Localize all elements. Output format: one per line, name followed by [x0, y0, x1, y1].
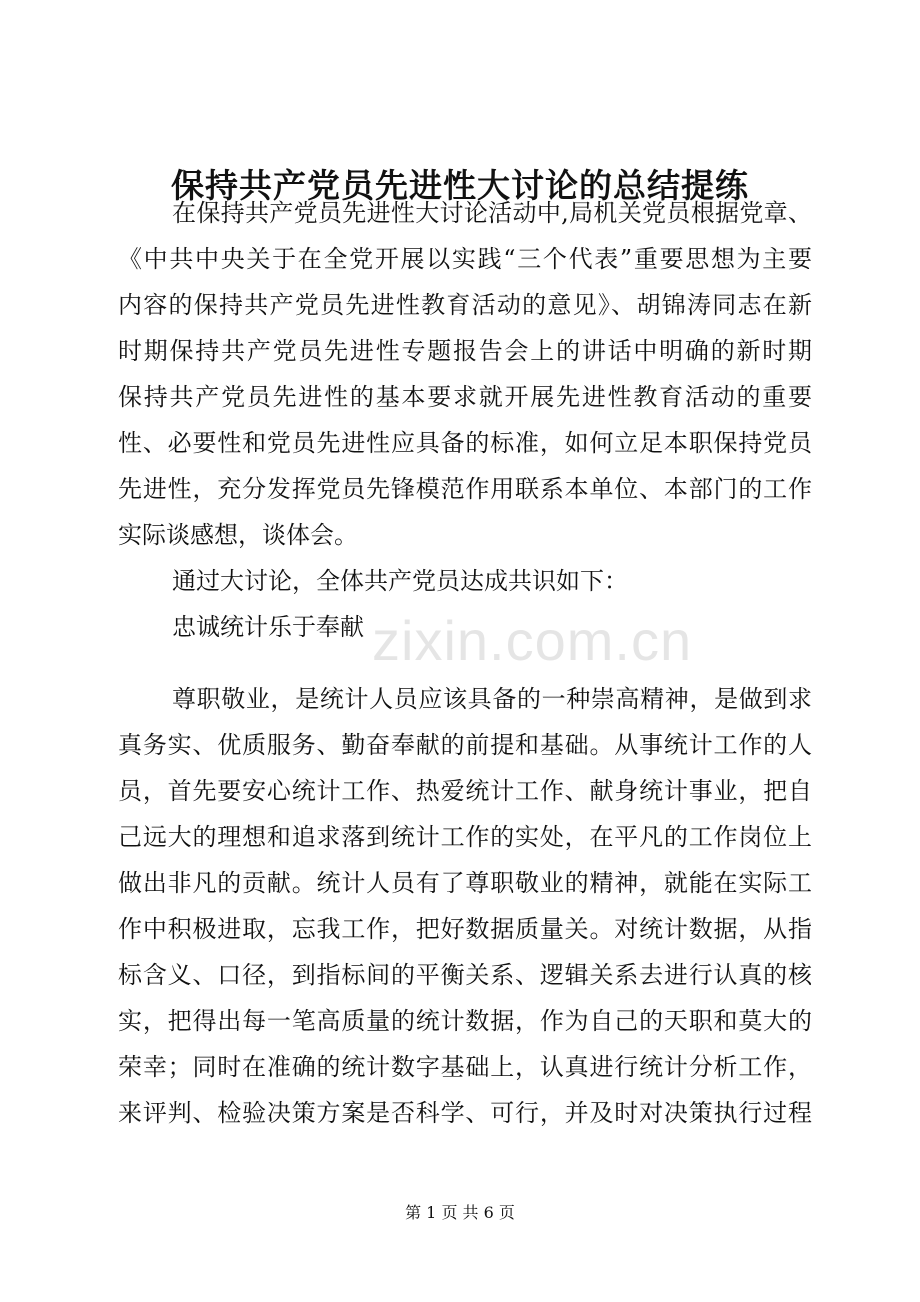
document-title: 保持共产党员先进性大讨论的总结提练 — [171, 166, 749, 205]
paragraph-dedication — [118, 676, 812, 1136]
section-heading: 忠诚统计乐于奉献 — [172, 613, 364, 641]
paragraph-consensus: 通过大讨论，全体共产党员达成共识如下： — [172, 567, 628, 595]
page-footer: 第 1 页 共 6 页 — [405, 1203, 515, 1222]
text-line: 荣幸；同时在准确的统计数字基础上，认真进行统计分析工作， — [118, 1053, 812, 1081]
text-line: 性、必要性和党员先进性应具备的标准，如何立足本职保持党员 — [118, 429, 812, 457]
text-line: 实，把得出每一笔高质量的统计数据，作为自己的天职和莫大的 — [118, 1007, 812, 1035]
text-line: 来评判、检验决策方案是否科学、可行，并及时对决策执行过程 — [118, 1099, 812, 1127]
text-line: 作中积极进取，忘我工作，把好数据质量关。对统计数据，从指 — [118, 915, 812, 943]
text-line: 员，首先要安心统计工作、热爱统计工作、献身统计事业，把自 — [118, 777, 812, 805]
text-line: 时期保持共产党员先进性专题报告会上的讲话中明确的新时期 — [118, 337, 812, 365]
text-line: 保持共产党员先进性的基本要求就开展先进性教育活动的重要 — [118, 383, 812, 411]
text-line: 标含义、口径，到指标间的平衡关系、逻辑关系去进行认真的核 — [118, 961, 812, 989]
paragraph-intro — [118, 190, 812, 558]
text-line: 先进性，充分发挥党员先锋模范作用联系本单位、本部门的工作 — [118, 475, 812, 503]
text-line: 尊职敬业，是统计人员应该具备的一种崇高精神，是做到求 — [172, 685, 812, 713]
text-line: 做出非凡的贡献。统计人员有了尊职敬业的精神，就能在实际工 — [118, 869, 812, 897]
text-line: 内容的保持共产党员先进性教育活动的意见》、胡锦涛同志在新 — [118, 291, 812, 319]
text-line: 在保持共产党员先进性大讨论活动中,局机关党员根据党章、 — [172, 199, 812, 227]
watermark: zixin.com.cn — [372, 609, 693, 672]
text-line: 己远大的理想和追求落到统计工作的实处，在平凡的工作岗位上 — [118, 823, 812, 851]
text-line: 《中共中央关于在全党开展以实践“三个代表”重要思想为主要 — [118, 245, 812, 273]
text-line: 实际谈感想，谈体会。 — [118, 521, 358, 549]
text-line: 真务实、优质服务、勤奋奉献的前提和基础。从事统计工作的人 — [118, 731, 812, 759]
